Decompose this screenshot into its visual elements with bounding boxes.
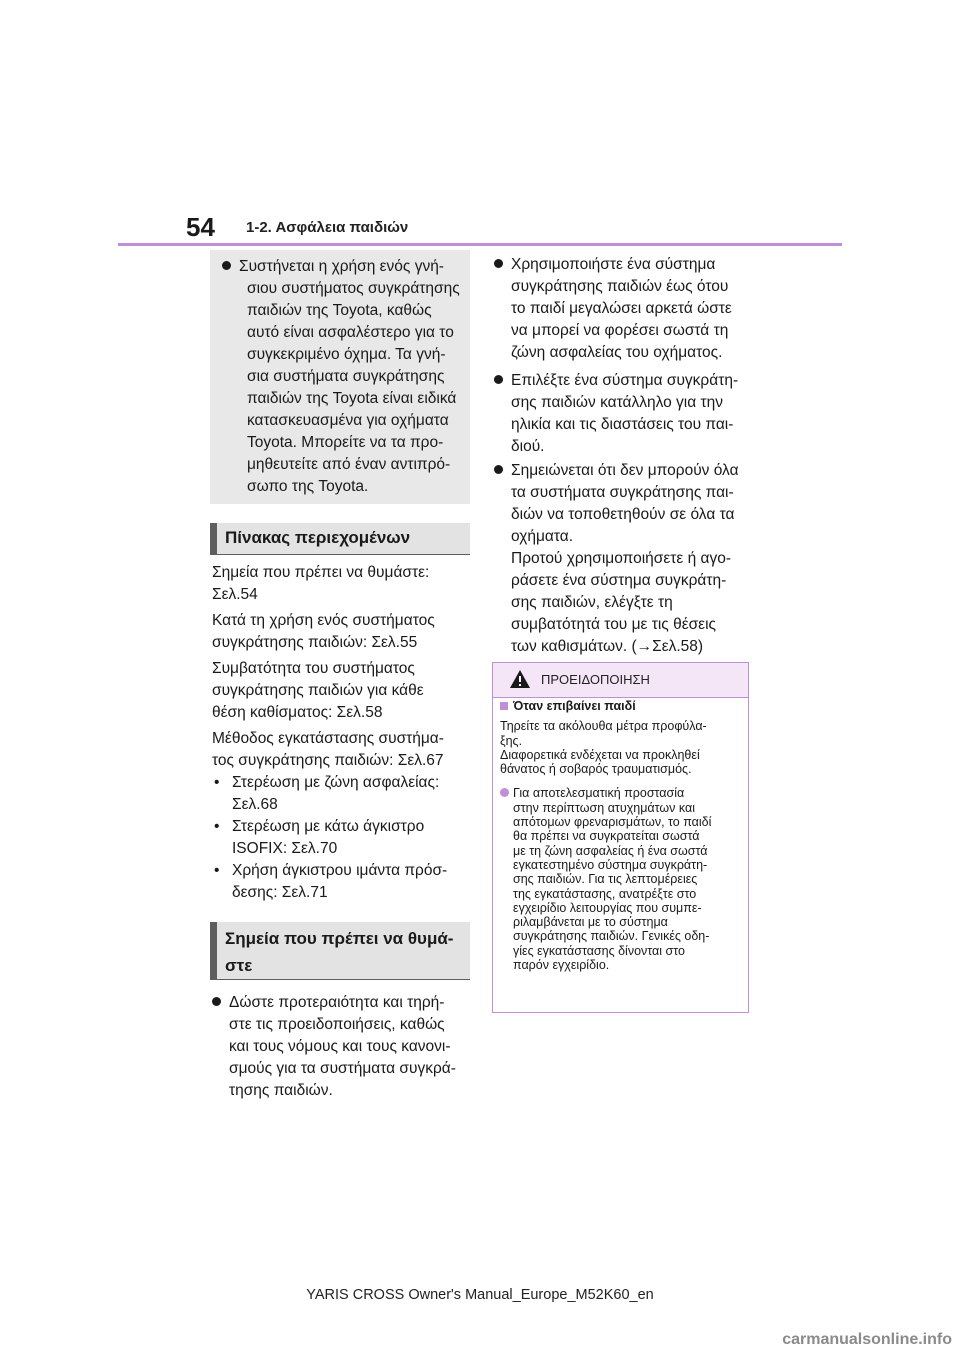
warning-line: της εγκατάστασης, ανατρέξτε στο [513,886,697,901]
bullet-line: συμβατότητά του με τις θέσεις [511,616,717,633]
section-title: 1-2. Ασφάλεια παιδιών [246,219,409,236]
toc-entry-line: δεσης: Σελ.71 [232,884,328,901]
toc-sub-entry[interactable] [212,772,439,816]
warning-box [492,662,749,1013]
toc-entry-line: Σημεία που πρέπει να θυμάστε: [212,564,430,581]
toc-entry-line: Μέθοδος εγκατάστασης συστήμα- [212,730,444,747]
bullet-line: τα συστήματα συγκράτησης παι- [511,484,734,501]
bullet-line: ηλικία και τις διαστάσεις του παι- [511,416,734,433]
toc-entry[interactable] [212,562,429,606]
toc-sub-entry[interactable] [212,816,424,860]
bullet-line: σης παιδιών, ελέγξτε τη [511,594,673,611]
note-line: σια συστήματα συγκράτησης [247,368,445,385]
note-line: Συστήνεται η χρήση ενός γνή- [222,256,462,278]
right-bullet [494,254,750,364]
toc-entry-line: Κατά τη χρήση ενός συστήματος [212,612,435,629]
bullet-line: σης παιδιών κατάλληλο για την [511,394,723,411]
toc-entry-line: θέση καθίσματος: Σελ.58 [212,704,383,721]
warning-subheading: Όταν επιβαίνει παιδί [500,699,742,713]
remember-heading [210,922,470,980]
warning-line: συγκράτησης παιδιών. Γενικές οδη- [513,929,710,944]
toc-entry-line: τος συγκράτησης παιδιών: Σελ.67 [212,752,444,769]
page-number: 54 [186,212,215,242]
toc-heading [210,523,470,555]
remember-bullet [212,992,456,1102]
bullet-line: να μπορεί να φορέσει σωστά τη [511,322,729,339]
warning-line: Τηρείτε τα ακόλουθα μέτρα προφύλα- [500,719,707,734]
toc-entry[interactable] [212,610,435,654]
toc-entry-line: • Στερέωση με κάτω άγκιστρο [212,816,424,838]
note-line: παιδιών της Toyota, καθώς [247,302,432,319]
warning-line: Για αποτελεσματική προστασία [513,786,685,801]
note-line: κατασκευασμένα για οχήματα [247,412,449,429]
remember-heading-line: στε [225,956,253,975]
note-line: μηθευτείτε από έναν αντιπρό- [247,456,451,473]
warning-line: Διαφορετικά ενδέχεται να προκληθεί [500,747,700,762]
bullet-icon [500,788,509,797]
square-bullet-icon [500,702,508,710]
toc-entry-line: Σελ.68 [232,796,278,813]
bullet-line: ζώνη ασφαλείας του οχήματος. [511,344,723,361]
bullet-line: συγκράτησης παιδιών έως ότου [511,278,729,295]
bullet-line: στε τις προειδοποιήσεις, καθώς [229,1016,445,1033]
warning-line: ριλαμβάνεται με το σύστημα [513,915,668,930]
bullet-icon [222,261,231,270]
toc-heading-text: Πίνακας περιεχομένων [225,528,411,547]
watermark: carmanualsonline.info [782,1331,952,1348]
right-bullet [494,460,750,658]
bullet-line: Δώστε προτεραιότητα και τηρή- [229,994,445,1011]
warning-line: σης παιδιών. Για τις λεπτομέρειες [513,872,698,887]
bullet-line: και τους νόμους και τους κανονι- [229,1038,451,1055]
toc-entry-line: Σελ.54 [212,586,258,603]
bullet-line: τησης παιδιών. [229,1082,333,1099]
bullet-icon [212,997,221,1006]
toc-entry-line: συγκράτησης παιδιών: Σελ.55 [212,634,418,651]
warning-line: εγχειρίδιο λειτουργίας που συμπε- [513,900,702,915]
warning-line: απότομων φρεναρισμάτων, το παιδί [513,815,712,830]
bullet-line: Σημειώνεται ότι δεν μπορούν όλα [511,462,739,479]
bullet-line: Επιλέξτε ένα σύστημα συγκράτη- [511,372,739,389]
bullet-line: Χρησιμοποιήστε ένα σύστημα [511,256,716,273]
note-line: αυτό είναι ασφαλέστερο για το [247,324,454,341]
warning-line: γίες εγκατάστασης δίνονται στο [513,943,685,958]
warning-line: ξης. [500,733,523,748]
warning-line: θα πρέπει να συγκρατείται σωστά [513,829,700,844]
toc-entry-line: • Χρήση άγκιστρου ιμάντα πρόσ- [212,860,447,882]
note-line: σιου συστήματος συγκράτησης [247,280,460,297]
footer-manual-id: YARIS CROSS Owner's Manual_Europe_M52K60_en [306,1287,654,1303]
bullet-line: διού. [511,438,545,455]
note-line: σωπο της Toyota. [247,478,369,495]
toc-entry-line: συγκράτησης παιδιών για κάθε [212,682,424,699]
recommendation-note-box [210,250,470,504]
header-divider [118,243,842,246]
bullet-line: σμούς για τα συστήματα συγκρά- [229,1060,456,1077]
toc-sub-entry[interactable] [212,860,447,904]
remember-heading-line: Σημεία που πρέπει να θυμά- [225,929,454,948]
bullet-line: των καθισμάτων. (→Σελ.58) [511,638,704,655]
warning-header [493,663,748,698]
bullet-icon [494,375,503,384]
note-line: παιδιών της Toyota είναι ειδικά [247,390,457,407]
warning-line: εγκατεστημένο σύστημα συγκράτη- [513,857,708,872]
warning-line: με τη ζώνη ασφαλείας ή ένα σωστά [513,843,708,858]
note-line: Toyota. Μπορείτε να τα προ- [247,434,444,451]
bullet-line: οχήματα. [511,528,574,545]
toc-entry[interactable] [212,728,444,772]
warning-line: θάνατος ή σοβαρός τραυματισμός. [500,762,692,777]
bullet-line: διών να τοποθετηθούν σε όλα τα [511,506,735,523]
warning-line: παρόν εγχειρίδιο. [513,958,610,973]
warning-line: στην περίπτωση ατυχημάτων και [513,800,695,815]
warning-triangle-icon [509,669,531,689]
toc-entry-line: Συμβατότητα του συστήματος [212,660,415,677]
bullet-icon [494,465,503,474]
toc-entry-line: ISOFIX: Σελ.70 [232,840,338,857]
bullet-line: Προτού χρησιμοποιήσετε ή αγο- [511,550,732,567]
warning-title: ΠΡΟΕΙΔΟΠΟΙΗΣΗ [541,672,650,687]
warning-body [500,699,742,972]
note-line: συγκεκριμένο όχημα. Τα γνή- [247,346,446,363]
bullet-icon [494,259,503,268]
right-bullet [494,370,750,458]
bullet-line: το παιδί μεγαλώσει αρκετά ώστε [511,300,732,317]
bullet-line: ράσετε ένα σύστημα συγκράτη- [511,572,727,589]
toc-entry-line: • Στερέωση με ζώνη ασφαλείας: [212,772,439,794]
toc-entry[interactable] [212,658,424,724]
